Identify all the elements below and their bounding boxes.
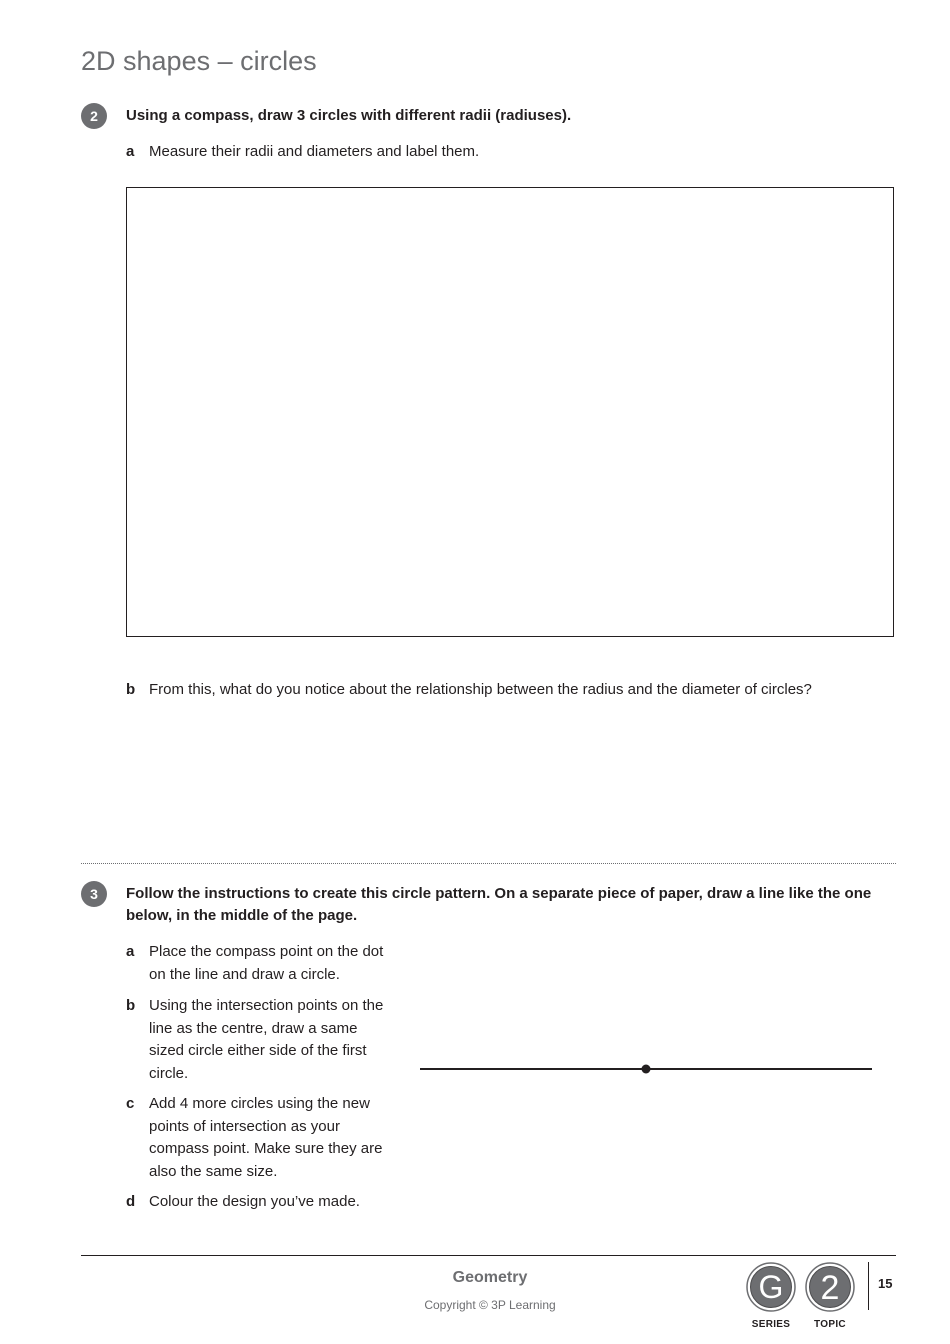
footer-rule xyxy=(81,1255,896,1256)
part-text: Measure their radii and diameters and label them. xyxy=(149,143,480,160)
part-label: b xyxy=(126,997,136,1014)
part-text: Add 4 more circles using the new points of intersection as your compass point. Make sure they are also the same size. xyxy=(149,1095,383,1180)
question-2-number-badge: 2 xyxy=(81,103,107,129)
section-divider xyxy=(81,863,896,864)
series-caption: SERIES xyxy=(751,1319,791,1330)
footer-copyright: Copyright © 3P Learning xyxy=(424,1298,556,1312)
part-text: From this, what do you notice about the relationship between the radius and the diameter of circles? xyxy=(149,681,812,698)
series-letter: G xyxy=(758,1269,784,1305)
question-3-number-badge: 3 xyxy=(81,881,107,907)
part-label: b xyxy=(126,681,136,698)
part-label: c xyxy=(126,1095,135,1112)
question-2-instruction: Using a compass, draw 3 circles with different radii (radiuses). xyxy=(126,107,572,124)
topic-badge xyxy=(805,1262,855,1330)
question-3-instruction: Follow the instructions to create this circle pattern. On a separate piece of paper, draw a line like the one below, in the middle of the page. xyxy=(126,885,872,924)
page-number-divider xyxy=(868,1262,869,1310)
page-number: 15 xyxy=(878,1276,893,1291)
series-circle-icon xyxy=(746,1262,796,1312)
part-label: d xyxy=(126,1193,136,1210)
page-title: 2D shapes – circles xyxy=(81,46,317,76)
footer-subject: Geometry xyxy=(452,1269,528,1286)
topic-caption: TOPIC xyxy=(814,1319,846,1330)
part-text: Colour the design you’ve made. xyxy=(149,1193,360,1210)
question-3-part-b xyxy=(126,995,391,1085)
part-label: a xyxy=(126,143,135,160)
diagram-centre-dot xyxy=(642,1065,651,1074)
question-3-part-a xyxy=(126,941,391,986)
line-with-dot-diagram xyxy=(418,1060,876,1078)
topic-circle-icon xyxy=(805,1262,855,1312)
part-label: a xyxy=(126,943,135,960)
series-badge xyxy=(746,1262,796,1330)
drawing-answer-box[interactable] xyxy=(126,187,894,637)
question-2-part-a xyxy=(126,141,896,164)
part-text: Place the compass point on the dot on the line and draw a circle. xyxy=(149,943,384,983)
question-3-part-d xyxy=(126,1191,391,1214)
part-text: Using the intersection points on the line as the centre, draw a same sized circle either side of the first circle. xyxy=(149,997,384,1082)
question-3-part-c xyxy=(126,1093,391,1183)
topic-number: 2 xyxy=(820,1269,840,1307)
question-2-part-b xyxy=(126,679,896,702)
